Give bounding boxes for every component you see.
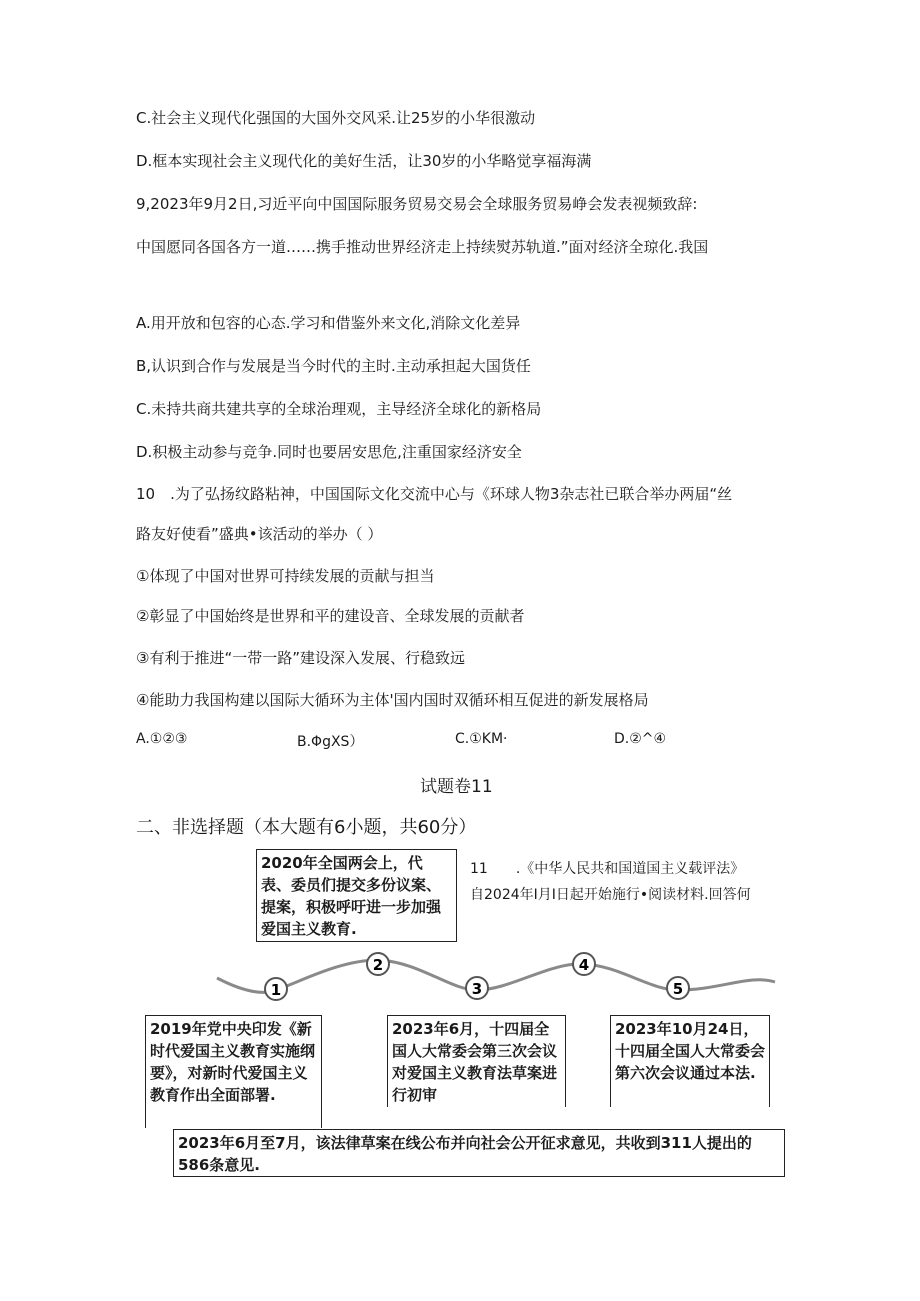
q9-option-c: C.未持共商共建共享的全球治理观，主导经济全球化的新格局 bbox=[136, 400, 542, 418]
timeline-box-2019: 2019年党中央印发《新时代爱国主义教育实施纲要》，对新时代爱国主义教育作出全面部署. bbox=[145, 1015, 322, 1128]
q10-choice-c: C.①KM· bbox=[455, 731, 508, 747]
q10-choice-a: A.①②③ bbox=[136, 731, 188, 747]
question-9-quote: 中国愿同各国各方一道……携手推动世界经济走上持续熨苏轨道.”面对经济全琼化.我国 bbox=[136, 238, 709, 256]
q10-statement-4: ④能助力我国构建以国际大循环为主体'国内国时双循环相互促进的新发展格局 bbox=[136, 691, 649, 709]
timeline-node-4-label: 4 bbox=[578, 956, 590, 974]
q9-option-d: D.积极主动参与竞争.同时也要居安思危,注重国家经济安全 bbox=[136, 443, 522, 461]
timeline-node-3 bbox=[466, 977, 488, 999]
q10-statement-1: ①体现了中国对世界可持续发展的贡献与担当 bbox=[136, 567, 435, 585]
question-11-stem: 11 .《中华人民共和国道国主义载评法》 bbox=[470, 861, 745, 877]
timeline-box-2020: 2020年全国两会上，代表、委员们提交多份议案、提案，积极呼吁进一步加强爱国主义教育. bbox=[256, 849, 457, 942]
section-heading: 二、非选择题（本大题有6小题，共60分） bbox=[136, 817, 477, 838]
paper-title: 试题卷11 bbox=[420, 777, 493, 797]
question-10-stem-cont: 路友好使看”盛典•该活动的举办（ ） bbox=[136, 525, 383, 543]
q10-statement-2: ②彰显了中国始终是世界和平的建设音、全球发展的贡献者 bbox=[136, 607, 525, 625]
q10-statement-3: ③有利于推进“一带一路”建设深入发展、行稳致远 bbox=[136, 649, 465, 667]
timeline-box-2023-october: 2023年10月24日，十四届全国人大常委会第六次会议通过本法. bbox=[610, 1015, 770, 1107]
timeline-node-2 bbox=[367, 953, 389, 975]
timeline-node-3-label: 3 bbox=[471, 980, 483, 998]
timeline-node-1-label: 1 bbox=[270, 981, 282, 999]
option-c-text: C.社会主义现代化强国的大国外交风采.让25岁的小华很激动 bbox=[136, 109, 536, 127]
timeline-node-2-label: 2 bbox=[372, 956, 384, 974]
timeline-node-4 bbox=[573, 953, 595, 975]
timeline-node-1 bbox=[265, 978, 287, 1000]
timeline-box-2023-june: 2023年6月，十四届全国人大常委会第三次会议对爱国主义教育法草案进行初审 bbox=[387, 1015, 566, 1107]
timeline-node-5 bbox=[667, 977, 689, 999]
q10-choice-d: D.②^④ bbox=[614, 731, 667, 747]
timeline-curve bbox=[217, 960, 775, 992]
question-9-stem: 9,2023年9月2日,习近平向中国国际服务贸易交易会全球服务贸易峥会发表视频致辞: bbox=[136, 195, 698, 213]
q10-choice-b: B.ΦgXS） bbox=[297, 734, 364, 750]
timeline-box-consultation: 2023年6月至7月，该法律草案在线公布并向社会公开征求意见，共收到311人提出的586条意见. bbox=[173, 1129, 785, 1177]
question-10-stem: 10 .为了弘扬纹路粘神，中国国际文化交流中心与《环球人物3杂志社已联合举办两届“丝 bbox=[136, 485, 733, 503]
q9-option-b: B,认识到合作与发展是当今时代的主时.主动承担起大国货任 bbox=[136, 357, 531, 375]
question-11-stem-cont: 自2024年I月I日起开始施行•阅读材料.回答何 bbox=[470, 887, 751, 903]
q9-option-a: A.用开放和包容的心态.学习和借鉴外来文化,消除文化差异 bbox=[136, 314, 521, 332]
timeline-node-5-label: 5 bbox=[672, 980, 684, 998]
option-d-text: D.框本实现社会主义现代化的美好生活，让30岁的小华略觉享福海满 bbox=[136, 152, 592, 170]
